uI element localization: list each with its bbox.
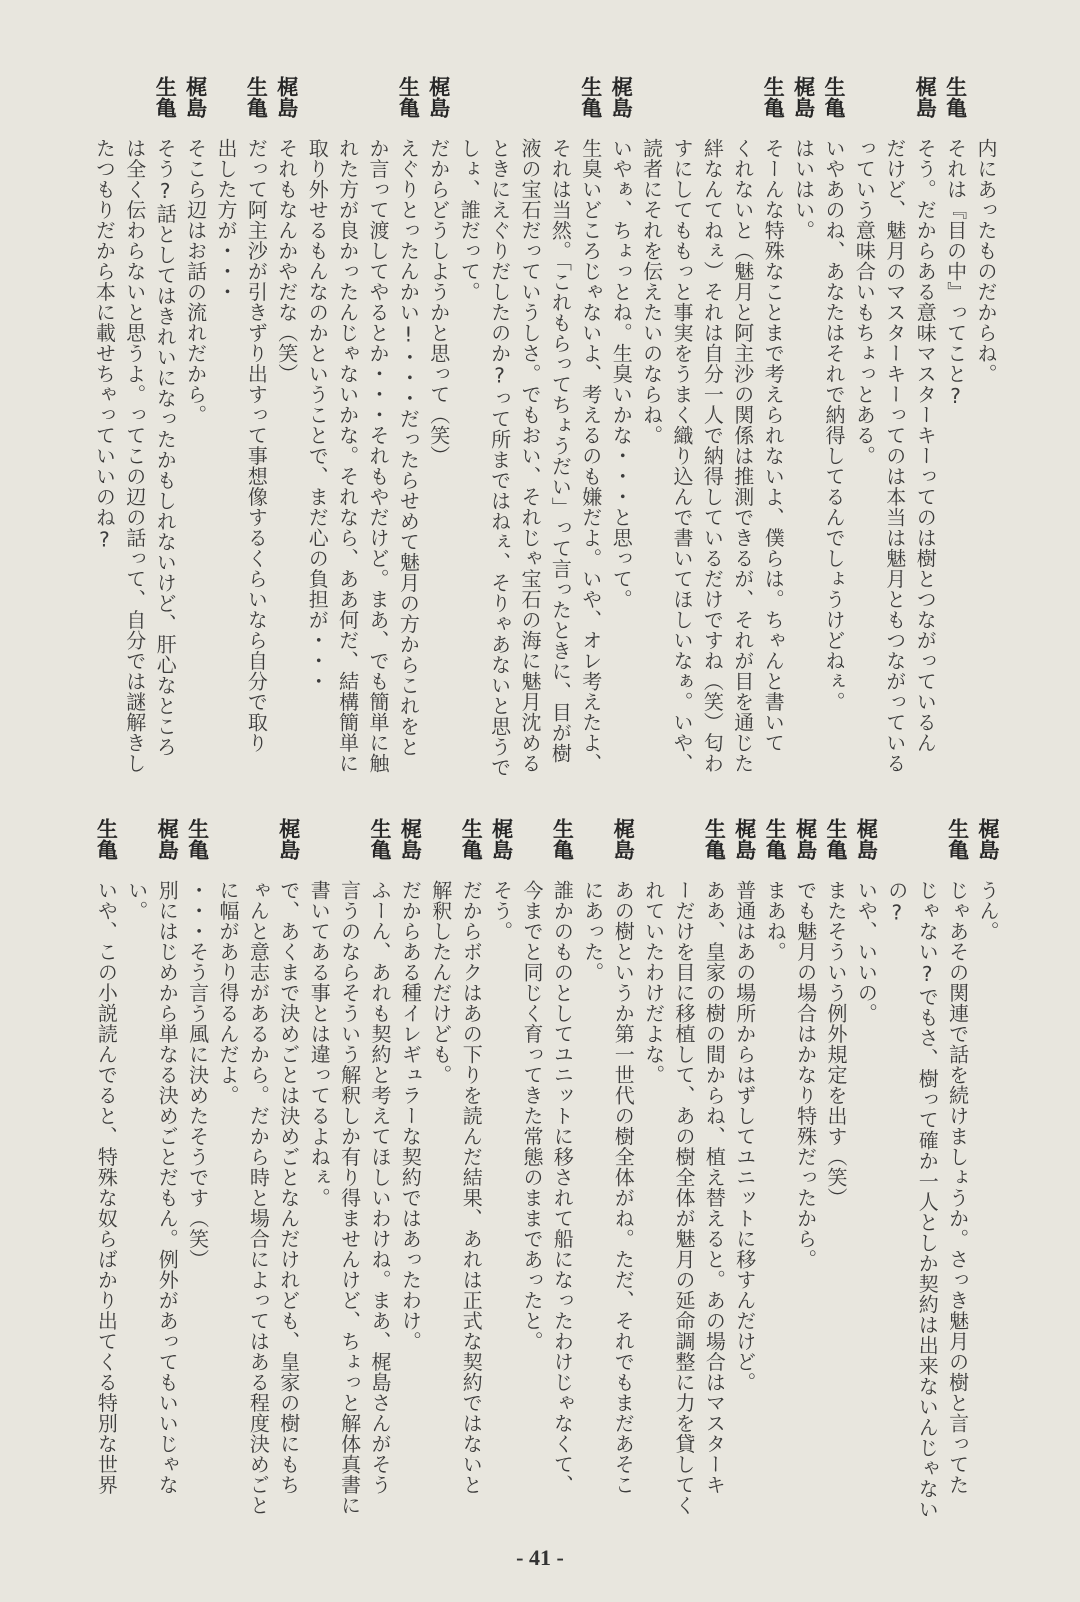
speaker-label: 生亀 [824,818,848,860]
speaker-label: 生亀 [396,76,421,118]
speaker-label: 生亀 [459,818,484,860]
dialogue-text: れていたわけだよな。 [641,880,666,1085]
speaker-label: 生亀 [578,76,603,118]
dialogue-text: いやぁ、ちょっとね。生臭いかな・・・と思って。 [609,138,634,610]
dialogue-text: 出した方が・・・ [214,138,238,302]
dialogue-text: そう。 [489,880,514,942]
speaker-label: 梶島 [732,818,757,860]
dialogue-text: に幅があり得るんだよ。 [216,880,240,1106]
dialogue-text: 誰かのものとしてユニットに移されて船になったわけじゃなくて、 [550,880,575,1495]
dialogue-text: まあね。 [763,880,788,962]
dialogue-text: そーんな特殊なことまで考えられないよ、僕らは。ちゃんと書いて [761,138,786,753]
dialogue-text: えぐりとったんかい!・・・だったらせめて魅月の方からこれをと [396,138,421,757]
dialogue-text: っていう意味合いもちょっとある。 [852,138,877,466]
dialogue-text: ふーん、あれも契約と考えてほしいわけね。まあ、梶島さんがそう [368,880,392,1495]
dialogue-text: れた方が良かったんじゃないかな。それなら、ああ何だ、結構簡単に [335,138,360,774]
dialogue-text: 言うのならそういう解釈しか有り得ませんけど、ちょっと解体真書に [337,880,362,1516]
dialogue-text: だって阿主沙が引きずり出すって事想像するくらいなら自分で取り [244,138,269,753]
dialogue-text: だからどうしようかと思って（笑） [426,138,451,466]
speaker-label: 梶島 [854,818,879,860]
dialogue-text: ・・・そう言う風に決めたそうです（笑） [185,880,210,1270]
speaker-label: 梶島 [274,76,299,118]
dialogue-text: 今までと同じく育ってきた常態のままであったと。 [520,880,544,1352]
dialogue-text: い。 [124,880,149,921]
dialogue-text: そう?話としてはきれいになったかもしれないけど、肝心なところ [153,138,178,757]
dialogue-text: 読者にそれを伝えたいのならね。 [639,138,664,446]
dialogue-text: それは『目の中』ってこと? [943,138,968,409]
dialogue-text: たつもりだから本に載せちゃっていいのね? [92,138,117,552]
dialogue-text: 絆なんてねぇ）それは自分一人で納得しているだけですね（笑）匂わ [700,138,725,774]
dialogue-text: じゃあその関連で話を続けましょうか。さっき魅月の樹と言ってた [945,880,970,1495]
speaker-label: 梶島 [155,818,180,860]
dialogue-text: 別にはじめから単なる決めごとだもん。例外があってもいいじゃな [155,880,180,1495]
dialogue-text: そう。だからある意味マスターキーってのは樹とつながっているん [913,138,938,753]
speaker-label: 生亀 [763,818,788,860]
speaker-label: 梶島 [976,818,1000,860]
dialogue-text: はいはい。 [791,138,816,241]
dialogue-text: いや、いいの。 [854,880,879,1024]
speaker-label: 生亀 [368,818,392,860]
speaker-label: 生亀 [761,76,786,118]
speaker-label: 生亀 [702,818,727,860]
dialogue-text: それは当然。「これもらってちょうだい」って言ったときに、目が樹 [548,138,573,764]
dialogue-text: じゃない?でもさ、樹って確か一人としか契約は出来ないんじゃない [915,880,940,1520]
speaker-label: 生亀 [244,76,269,118]
dialogue-text: そこら辺はお話の流れだから。 [183,138,208,425]
dialogue-text: すにしてももっと事実をうまく織り込んで書いてほしいなぁ。いや、 [670,138,694,774]
dialogue-text: 取り外せるもんなのかということで、まだ心の負担が・・・ [305,138,330,692]
dialogue-text: だけど、魅月のマスターキーってのは本当は魅月ともつながっている [882,138,907,774]
dialogue-text: 内にあったものだからね。 [974,138,998,384]
speaker-label: 生亀 [945,818,970,860]
speaker-label: 梶島 [276,818,301,860]
dialogue-text: うん。 [976,880,1000,942]
dialogue-text: あの樹というか第一世代の樹全体がね。ただ、それでもまだあそこ [611,880,636,1495]
page-number: - 41 - [516,1545,564,1570]
speaker-label: 梶島 [913,76,938,118]
dialogue-text: いや、この小説読んでると、特殊な奴らばかり出てくる特別な世界 [94,880,119,1495]
dialogue-text: 生臭いどころじゃないよ、考えるのも嫌だよ。いや、オレ考えたよ、 [578,138,603,774]
dialogue-text: ーだけを目に移植して、あの樹全体が魅月の延命調整に力を貸してく [672,880,696,1516]
dialogue-text: 書いてある事とは違ってるよねぇ。 [307,880,332,1208]
dialogue-text: ときにえぐりだしたのか?って所まではねぇ、そりゃあないと思うで [487,138,512,778]
dialogue-text: 液の宝石だっていうしさ。でもおい、それじゃ宝石の海に魅月沈める [518,138,542,774]
dialogue-text: 解釈したんだけども。 [428,880,453,1085]
dialogue-text: しょ、誰だって。 [457,138,482,302]
speaker-label: 梶島 [489,818,514,860]
speaker-label: 生亀 [185,818,210,860]
dialogue-text: ゃんと意志があるから。だから時と場合によってはある程度決めごと [246,880,271,1516]
dialogue-text: で、あくまで決めごとは決めごとなんだけれども、皇家の樹にもち [276,880,301,1495]
dialogue-text: の? [884,880,909,925]
dialogue-text: またそういう例外規定を出す（笑） [824,880,848,1208]
dialogue-text: くれないと（魅月と阿主沙の関係は推測できるが、それが目を通じた [730,138,755,774]
speaker-label: 梶島 [791,76,816,118]
dialogue-text: それもなんかやだな（笑） [274,138,299,384]
dialogue-text: だからボクはあの下りを読んだ結果、あれは正式な契約ではないと [459,880,484,1495]
dialogue-text: だからある種イレギュラーな契約ではあったわけ。 [398,880,423,1352]
dialogue-text: にあった。 [580,880,605,983]
speaker-label: 梶島 [398,818,423,860]
dialogue-text: ああ、皇家の樹の間からね、植え替えると。あの場合はマスターキ [702,880,727,1495]
speaker-label: 梶島 [611,818,636,860]
speaker-label: 生亀 [94,818,119,860]
speaker-label: 生亀 [153,76,178,118]
dialogue-text: は全く伝わらないと思うよ。ってこの辺の話って、自分では謎解きし [122,138,147,774]
dialogue-text: でも魅月の場合はかなり特殊だったから。 [793,880,818,1270]
dialogue-text: いやあのね、あなたはそれで納得してるんでしょうけどねぇ。 [822,138,846,712]
speaker-label: 梶島 [793,818,818,860]
speaker-label: 梶島 [426,76,451,118]
speaker-label: 梶島 [609,76,634,118]
speaker-label: 生亀 [943,76,968,118]
dialogue-text: か言って渡してやるとか・・・それもやだけど。まあ、でも簡単に触 [366,138,390,774]
speaker-label: 梶島 [183,76,208,118]
speaker-label: 生亀 [550,818,575,860]
speaker-label: 生亀 [822,76,846,118]
dialogue-text: 普通はあの場所からはずしてユニットに移すんだけど。 [732,880,757,1393]
